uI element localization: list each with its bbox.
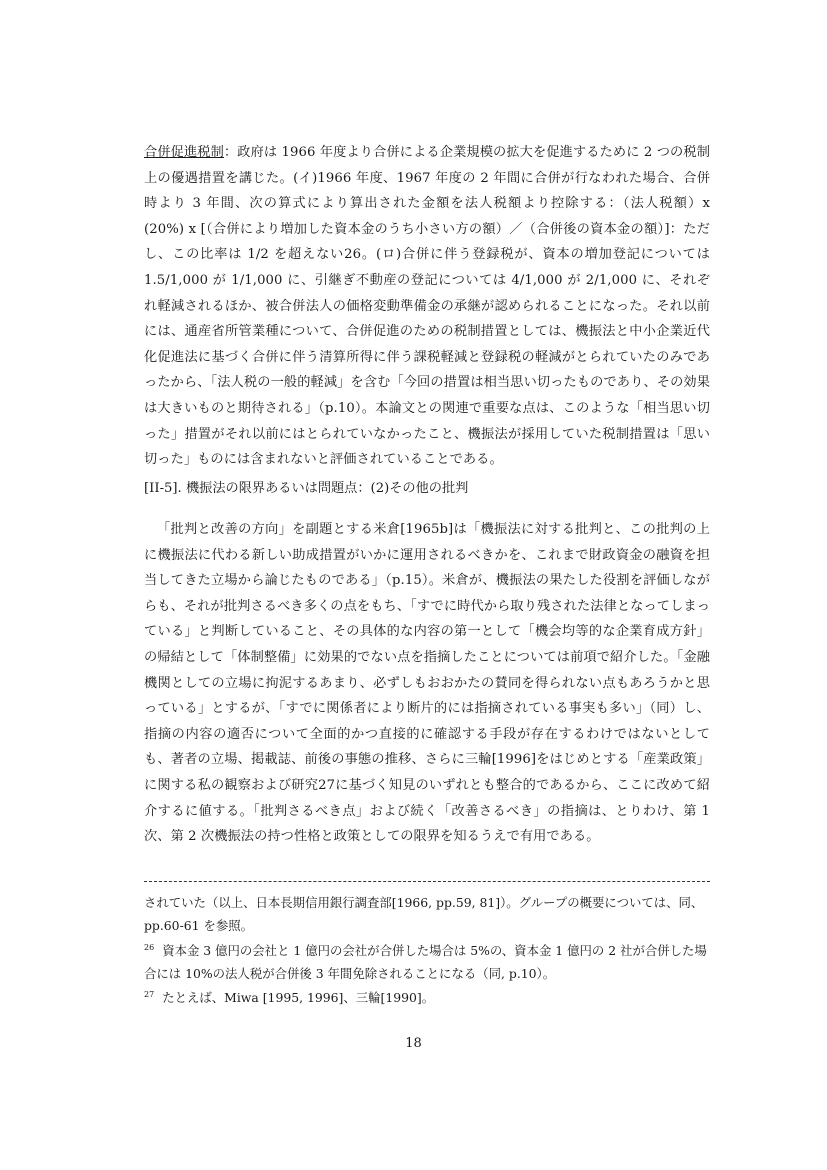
paragraph-criticism: 「批判と改善の方向」を副題とする米倉[1965b]は「機振法に対する批判と、この批判の上に機振法に代わる新しい助成措置がいかに運用されるべきかを、これまで財政資金の融資を担当してきた立場から論じたものである」（p.15）。米倉が、機振法の果たした役割を評価しながらも、それが批判さるべき多くの点をもち、「すでに時代から取り残された法律となってしまっている」と判断していること、その具体的な内容の第一として「機会均等的な企業育成方針」の帰結として「体制整備」に効果的でない点を指摘したことについては前項で紹介した。「金融機関としての立場に拘泥するあまり、必ずしもおおかたの賛同を得られない点もあろうかと思っている」とするが、「すでに関係者により断片的には指摘されている事実も多い」（同）し、指摘の内容の適否について全面的かつ直接的に確認する手段が存在するわけではないとしても、著者の立場、掲載誌、前後の事態の推移、さらに三輪[1996]をはじめとする「産業政策」に関する私の観察および研究27に基づく知見のいずれとも整合的であるから、ここに改めて紹介するに値する。「批判さるべき点」および続く「改善さるべき」の指摘は、とりわけ、第 1 次、第 2 次機振法の持つ性格と政策としての限界を知るうえで有用である。: [144, 522, 711, 845]
footnote-continuation: されていた（以上、日本長期信用銀行調査部[1966, pp.59, 81]）。グループの概要については、同、pp.60-61 を参照。: [144, 895, 704, 933]
footnote-27-text: たとえば、Miwa [1995, 1996]、三輪[1990]。: [162, 990, 435, 1005]
section-heading: [II-5]. 機振法の限界あるいは問題点：(2)その他の批判: [144, 481, 469, 496]
footnote-separator: [144, 881, 710, 882]
page-number: 18: [405, 1036, 422, 1051]
footnote-26-text: 資本金 3 億円の会社と 1 億円の会社が合併した場合は 5%の、資本金 1 億円の 2 社が合併した場合には 10%の法人税が合併後 3 年間免除されることになる（同, p.10）。: [144, 943, 707, 981]
paragraph-merger-tax: [144, 140, 710, 473]
paragraph-merger-tax-text: ：政府は 1966 年度より合併による企業規模の拡大を促進するために 2 つの税制上の優遇措置を講じた。(イ)1966 年度、1967 年度の 2 年間に合併が行なわれた場合、合併時より 3 年間、次の算式により算出された金額を法人税額より控除する：（法人税額）x (20%) x [（合併により増加した資本金のうち小さい方の額）／（合併後の資本金の額）]：ただし、この比率は 1/2 を超えない26。(ロ)合併に伴う登録税が、資本の増加登記については 1.5/1,000 が 1/1,000 に、引継ぎ不動産の登記については 4/1,000 が 2/1,000 に、それぞれ軽減されるほか、被合併法人の価格変動準備金の承継が認められることになった。それ以前には、通産省所管業種について、合併促進のための税制措置としては、機振法と中小企業近代化促進法に基づく合併に伴う清算所得に伴う課税軽減と登録税の軽減がとられていたのみであったから、「法人税の一般的軽減」を含む「今回の措置は相当思い切ったものであり、その効果は大きいものと期待される」（p.10）。本論文との関連で重要な点は、このような「相当思い切った」措置がそれ以前にはとられていなかったこと、機振法が採用していた税制措置は「思い切った」ものには含まれないと評価されていることである。: [144, 145, 710, 468]
footnote-27-marker: 27: [144, 989, 155, 999]
footnote-26: [144, 939, 710, 985]
footnote-27: [144, 986, 710, 1009]
footnote-26-marker: 26: [144, 942, 155, 952]
term-merger-tax-system: 合併促進税制: [144, 145, 224, 160]
